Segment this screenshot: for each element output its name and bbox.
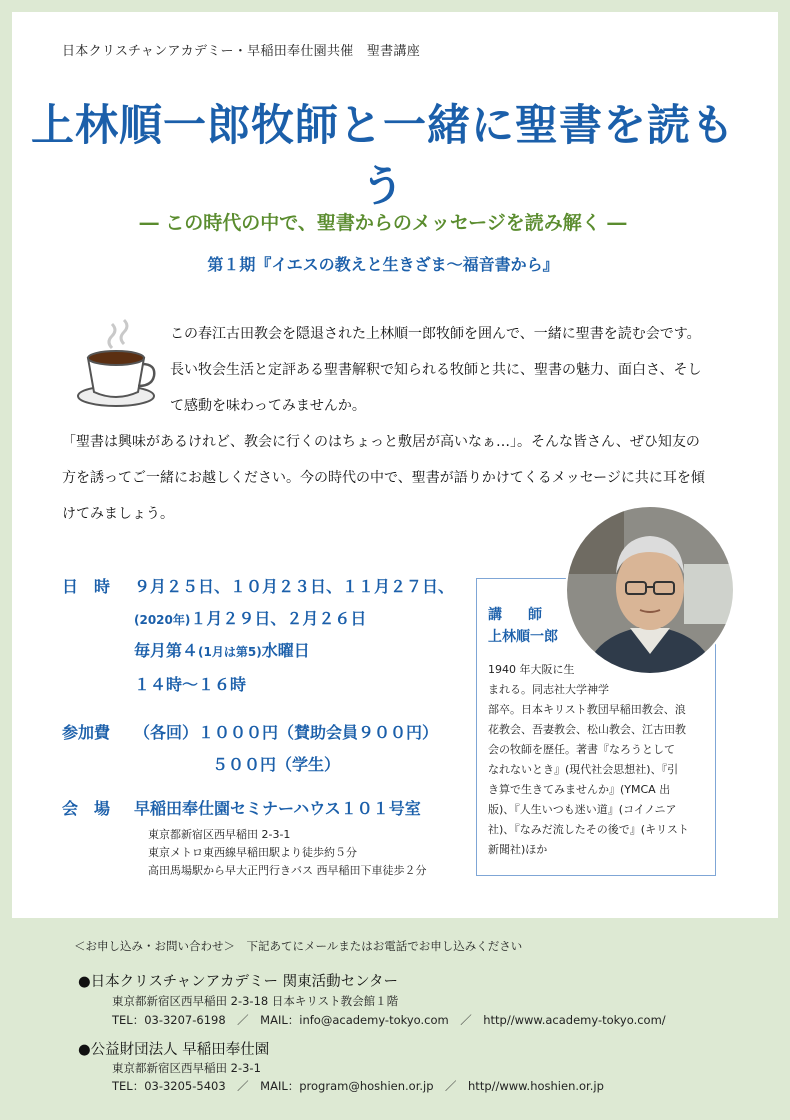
bio-line: 部卒。日本キリスト教団早稲田教会、浪 <box>488 703 686 716</box>
org-address-2: 東京都新宿区西早稲田 2-3-1 <box>112 1061 261 1075</box>
lecturer-role: 講 師 <box>488 607 548 623</box>
time-value: １４時～１６時 <box>134 675 247 694</box>
lecturer-bio <box>488 660 710 860</box>
bio-line: 新聞社)ほか <box>488 843 548 856</box>
org-address-1: 東京都新宿区西早稲田 2-3-18 日本キリスト教会館１階 <box>112 994 399 1008</box>
venue-row <box>62 796 421 819</box>
org-name-1: ●日本クリスチャンアカデミー 関東活動センター <box>78 974 399 990</box>
lecturer-photo <box>564 504 736 676</box>
main-title: 上林順一郎牧師と一緒に聖書を読もう <box>31 101 735 212</box>
org-name-2: ●公益財団法人 早稲田奉仕園 <box>78 1042 270 1058</box>
bio-line: 会の牧師を歴任。著書『なろうとして <box>488 743 675 756</box>
venue-address-3: 高田馬場駅から早大正門行きバス 西早稲田下車徒歩２分 <box>148 864 427 877</box>
fee-label: 参加費 <box>62 723 111 742</box>
contact-intro: ＜お申し込み・お問い合わせ＞ 下記あてにメールまたはお電話でお申し込みください <box>74 939 523 953</box>
bio-line: 版)、『人生いつも迷い道』(コイノニア <box>488 803 677 816</box>
fee-line-2: ５００円（学生） <box>212 755 341 774</box>
venue-address-1: 東京都新宿区西早稲田 2-3-1 <box>148 828 291 841</box>
date-row <box>62 574 454 597</box>
date-line-1: ９月２５日、１０月２３日、１１月２７日、 <box>134 577 455 596</box>
organizer-line: 日本クリスチャンアカデミー・早稲田奉仕園共催 聖書講座 <box>62 44 421 59</box>
lecturer-name: 上林順一郎 <box>488 629 558 645</box>
intro-paragraph-1: この春江古田教会を隠退された上林順一郎牧師を囲んで、一緒に聖書を読む会です。長い牧会生活と定評ある聖書解釈で知られる牧師と共に、聖書の魅力、面白さ、そして感動を味わってみませんか。 <box>170 326 702 414</box>
coffee-cup-icon <box>74 318 164 414</box>
bio-line: き算で生きてみませんか』(YMCA 出 <box>488 783 671 796</box>
date-line-3-note: (1月は第5) <box>198 645 262 659</box>
subtitle: ― この時代の中で、聖書からのメッセージを読み解く ― <box>139 212 627 234</box>
org-contact-1: TEL：03-3207-6198 ／ MAIL：info@academy-tokyo.com ／ http//www.academy-tokyo.com/ <box>112 1013 666 1027</box>
fee-line-1: （各回）１０００円（賛助会員９００円） <box>134 723 439 742</box>
date-row-3 <box>134 638 310 661</box>
fee-row <box>62 720 438 743</box>
bio-line: 社)、『なみだ流したその後で』(キリスト <box>488 823 689 836</box>
venue-label: 会 場 <box>62 799 111 818</box>
date-row-2 <box>134 606 366 629</box>
fee-row-2 <box>212 752 340 775</box>
bio-line: まれる。同志社大学神学 <box>488 683 609 696</box>
venue-address-2: 東京メトロ東西線早稲田駅より徒歩約５分 <box>148 846 357 859</box>
bio-line: なれないとき』(現代社会思想社)、『引 <box>488 763 679 776</box>
date-line-3a: 毎月第４ <box>134 641 199 660</box>
time-row <box>134 672 246 695</box>
date-line-3b: 水曜日 <box>261 641 310 660</box>
date-label: 日 時 <box>62 577 111 596</box>
bio-line: 1940 年大阪に生 <box>488 663 575 676</box>
bio-line: 花教会、吾妻教会、松山教会、江古田教 <box>488 723 686 736</box>
date-line-2: １月２９日、２月２６日 <box>190 609 367 628</box>
intro-paragraph-2: 「聖書は興味があるけれど、教会に行くのはちょっと敷居が高いなぁ…」。そんな皆さん、ぜひ知友の方を誘ってご一緒にお越しください。今の時代の中で、聖書が語りかけてくるメッセージに共に耳を傾けてみましょう。 <box>62 434 705 522</box>
series-title: 第１期『イエスの教えと生きざま～福音書から』 <box>207 255 559 274</box>
date-year: (2020年) <box>134 613 191 627</box>
org-contact-2: TEL：03-3205-5403 ／ MAIL：program@hoshien.or.jp ／ http//www.hoshien.or.jp <box>112 1079 604 1093</box>
venue-name: 早稲田奉仕園セミナーハウス１０１号室 <box>134 799 421 818</box>
